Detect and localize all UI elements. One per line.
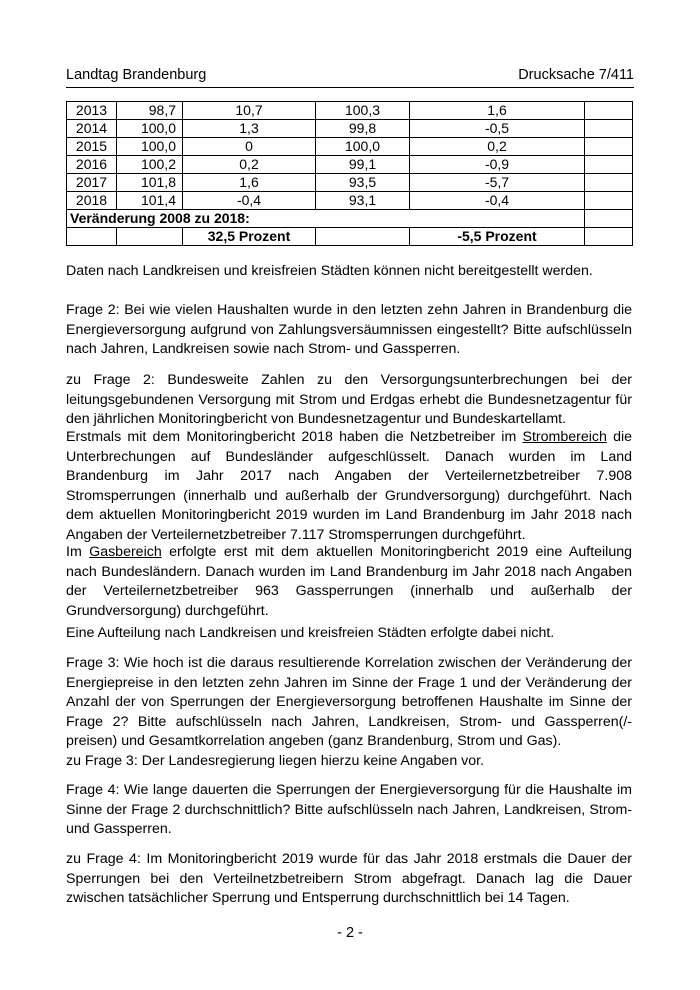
table-cell: 100,0 xyxy=(117,120,183,138)
table-cell: -0,4 xyxy=(183,192,316,210)
change-label: Veränderung 2008 zu 2018: xyxy=(67,210,585,228)
table-row xyxy=(67,174,633,192)
table-cell: 2018 xyxy=(67,192,117,210)
table-cell xyxy=(67,228,117,246)
paragraph-3: zu Frage 2: Bundesweite Zahlen zu den Versorgungsunterbrechungen bei der leitungsgebundenen Versorgung mit Strom und Erdgas erhebt die Bundesnetzagentur für den jährlichen Monitoringbericht von Bundesnetzagentur und Bundeskartellamt. xyxy=(66,372,632,427)
table-row xyxy=(67,192,633,210)
table-cell: -0,5 xyxy=(410,120,585,138)
table-cell xyxy=(585,228,633,246)
table-cell xyxy=(117,228,183,246)
table-cell xyxy=(585,120,633,138)
table-cell: 1,6 xyxy=(410,102,585,120)
table-cell: 100,0 xyxy=(117,138,183,156)
table-cell: 0 xyxy=(183,138,316,156)
paragraph-4: Erstmals mit dem Monitoringbericht 2018 haben die Netzbetreiber im Strombereich die Unterbrechungen auf Bundesländer aufgeschlüsselt. Danach wurden im Land Brandenburg im Jahr 2017 nach Angaben der Verteilernetzbetreiber 7.908 Stromsperrungen (innerhalb und außerhalb der Grundversorgung) durchgeführt. Nach dem aktuellen Monitoringbericht 2019 wurden im Land Brandenburg im Jahr 2018 nach Angaben der Verteilernetzbetreiber 7.117 Stromsperrungen durchgeführt. xyxy=(66,429,633,543)
page-header xyxy=(66,67,634,88)
table-cell: 2016 xyxy=(67,156,117,174)
table-cell xyxy=(316,228,410,246)
table-cell: 2014 xyxy=(67,120,117,138)
table-cell xyxy=(585,174,633,192)
table-cell: 2015 xyxy=(67,138,117,156)
header-left: Landtag Brandenburg xyxy=(66,67,207,83)
table-cell: 101,8 xyxy=(117,174,183,192)
strombereich-text: Strombereich xyxy=(522,429,607,445)
table-cell: 1,6 xyxy=(183,174,316,192)
table-cell xyxy=(585,138,633,156)
paragraph-10: zu Frage 4: Im Monitoringbericht 2019 wurde für das Jahr 2018 erstmals die Dauer der Sperrungen bei den Verteilnetzbetreibern Strom abgefragt. Danach lag die Dauer zwischen tatsächlicher Sperrung und Entsperrung durchschnittlich bei 14 Tagen. xyxy=(66,851,632,906)
table-cell: 0,2 xyxy=(410,138,585,156)
table-row-change-label xyxy=(67,210,633,228)
table-row-change-values xyxy=(67,228,633,246)
change-value: -5,5 Prozent xyxy=(410,228,585,246)
table-cell: 93,5 xyxy=(316,174,410,192)
table-cell: 2017 xyxy=(67,174,117,192)
change-value: 32,5 Prozent xyxy=(183,228,316,246)
table-cell xyxy=(585,102,633,120)
table-cell xyxy=(585,156,633,174)
table-row xyxy=(67,120,633,138)
table-cell xyxy=(585,192,633,210)
table-row xyxy=(67,138,633,156)
paragraph-6: Eine Aufteilung nach Landkreisen und kreisfreien Städten erfolgte dabei nicht. xyxy=(66,625,555,641)
paragraph-8: zu Frage 3: Der Landesregierung liegen hierzu keine Angaben vor. xyxy=(66,753,485,769)
table-row xyxy=(67,156,633,174)
table-row xyxy=(67,102,633,120)
price-table xyxy=(66,101,633,246)
table-cell: 99,1 xyxy=(316,156,410,174)
table-cell: 100,3 xyxy=(316,102,410,120)
table-cell: 98,7 xyxy=(117,102,183,120)
paragraph-1: Daten nach Landkreisen und kreisfreien Städten können nicht bereitgestellt werden. xyxy=(66,263,593,279)
table-cell: 99,8 xyxy=(316,120,410,138)
gasbereich-text: Gasbereich xyxy=(89,544,162,560)
table-cell: 100,0 xyxy=(316,138,410,156)
table-cell: 0,2 xyxy=(183,156,316,174)
paragraph-7: Frage 3: Wie hoch ist die daraus resultierende Korrelation zwischen der Veränderung der Energiepreise in den letzten zehn Jahren im Sinne der Frage 1 und der Veränderung der Anzahl der von Sperrungen der Energieversorgung betroffenen Haushalte im Sinne der Frage 2? Bitte aufschlüsseln nach Jahren, Landkreisen, Strom- und Gassperren(/-preisen) und Gesamtkorrelation angeben (ganz Brandenburg, Strom und Gas). xyxy=(66,655,632,749)
table-cell xyxy=(585,210,633,228)
header-right: Drucksache 7/411 xyxy=(518,67,634,83)
paragraph-2: Frage 2: Bei wie vielen Haushalten wurde in den letzten zehn Jahren in Brandenburg die Energieversorgung aufgrund von Zahlungsversäumnissen eingestellt? Bitte aufschlüsseln nach Jahren, Landkreisen sowie nach Strom- und Gassperren. xyxy=(66,302,632,357)
paragraph-9: Frage 4: Wie lange dauerten die Sperrungen der Energieversorgung für die Haushalte im Sinne der Frage 2 durchschnittlich? Bitte aufschlüsseln nach Jahren, Landkreisen, Strom- und Gassperren. xyxy=(66,782,632,837)
table-cell: 10,7 xyxy=(183,102,316,120)
table-cell: 101,4 xyxy=(117,192,183,210)
table-cell: -0,4 xyxy=(410,192,585,210)
table-cell: -5,7 xyxy=(410,174,585,192)
table-cell: 100,2 xyxy=(117,156,183,174)
table-cell: -0,9 xyxy=(410,156,585,174)
table-cell: 93,1 xyxy=(316,192,410,210)
table-cell: 2013 xyxy=(67,102,117,120)
paragraph-5: Im Gasbereich erfolgte erst mit dem aktuellen Monitoringbericht 2019 eine Aufteilung nach Bundesländern. Danach wurden im Land Brandenburg im Jahr 2018 nach Angaben der Verteilernetzbetreiber 963 Gassperrungen (innerhalb und außerhalb der Grundversorgung) durchgeführt. xyxy=(66,544,633,619)
page-number: - 2 - xyxy=(337,925,363,941)
table-cell: 1,3 xyxy=(183,120,316,138)
